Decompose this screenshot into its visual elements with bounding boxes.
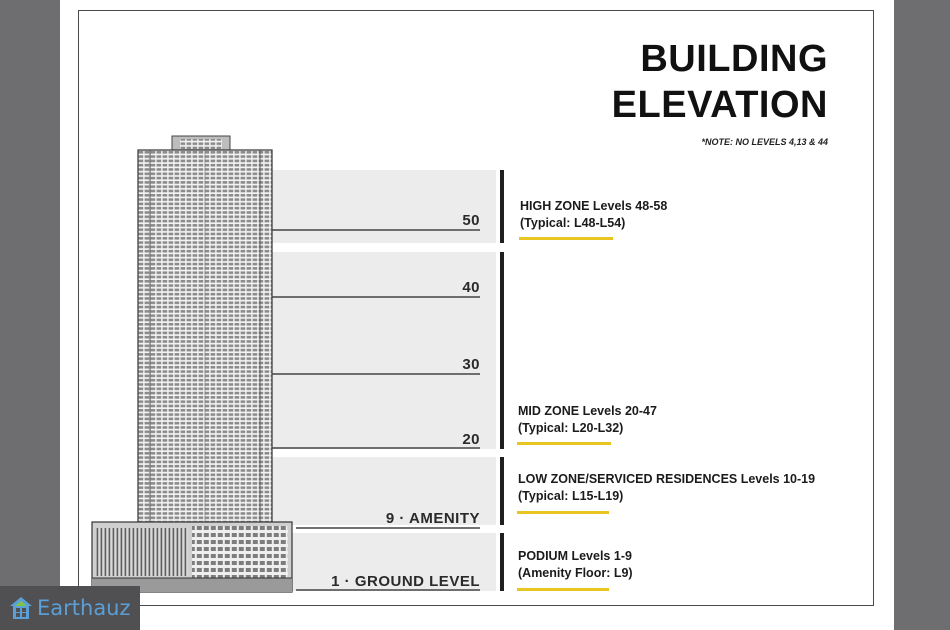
tower: [138, 136, 272, 524]
podium-underline: [517, 588, 609, 591]
brand-name: Earthauz: [37, 596, 131, 620]
low-zone-underline: [517, 511, 609, 514]
brand-watermark: [0, 586, 140, 630]
podium: [92, 522, 292, 592]
high-zone-bar: [500, 170, 504, 243]
level-label-40: 40: [462, 279, 480, 296]
high-zone-label: [520, 198, 667, 232]
high-zone-typical: (Typical: L48-L54): [520, 216, 626, 230]
title-line-1: BUILDING: [640, 38, 828, 80]
mid-zone-name: MID ZONE Levels 20-47: [518, 404, 657, 418]
low-zone-typical: (Typical: L15-L19): [518, 489, 624, 503]
high-zone-underline: [519, 237, 613, 240]
mid-zone-underline: [517, 442, 611, 445]
low-zone-bar: [500, 457, 504, 525]
podium-typical: (Amenity Floor: L9): [518, 566, 633, 580]
level-label-50: 50: [462, 212, 480, 229]
podium-name: PODIUM Levels 1-9: [518, 549, 632, 563]
level-label-30: 30: [462, 356, 480, 373]
low-zone-name: LOW ZONE/SERVICED RESIDENCES Levels 10-19: [518, 472, 816, 486]
podium-label: [518, 548, 633, 582]
mid-zone-label: [518, 403, 657, 437]
podium-bar: [500, 533, 504, 591]
high-zone-name: HIGH ZONE Levels 48-58: [520, 199, 668, 213]
high-zone-band: [272, 170, 496, 243]
title-line-2: ELEVATION: [611, 84, 828, 126]
level-label-1-ground: 1 · GROUND LEVEL: [331, 573, 480, 590]
mid-zone-bar: [500, 252, 504, 449]
level-label-20: 20: [462, 431, 480, 448]
levels-note: *NOTE: NO LEVELS 4,13 & 44: [701, 137, 828, 147]
mid-zone-typical: (Typical: L20-L32): [518, 421, 624, 435]
level-label-9-amenity: 9 · AMENITY: [385, 510, 480, 527]
house-icon: [8, 595, 34, 621]
low-zone-label: [518, 471, 815, 505]
